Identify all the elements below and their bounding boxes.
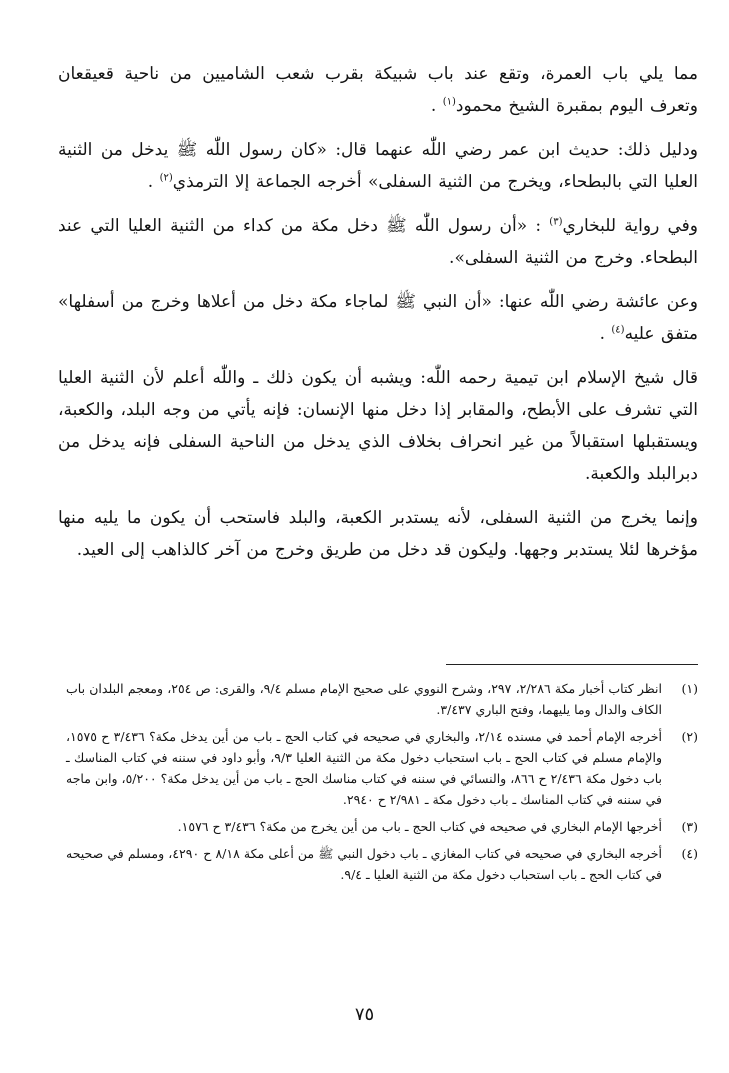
footnote-text: أخرجها الإمام البخاري في صحيحه في كتاب الحج ـ باب من أين يخرج من مكة؟ ٣/٤٣٦ ح ١٥٧٦. — [177, 819, 662, 834]
footnote-number: (٢) — [681, 729, 698, 744]
footnotes — [66, 678, 698, 885]
footnote-text: انظر كتاب أخبار مكة ٢/٢٨٦، ٢٩٧، وشرح النووي على صحيح الإمام مسلم ٩/٤، والقرى: ص ٢٥٤، ومعجم البلدان باب الكاف والدال وما يليهما، وفتح الباري ٣/٤٣٧. — [66, 681, 662, 717]
footnote-number: (٣) — [681, 819, 698, 834]
footnote-ref-4: (٤) — [611, 324, 625, 336]
main-text — [58, 58, 698, 566]
footnote-ref-1: (١) — [442, 96, 456, 108]
footnote-ref-2: (٢) — [159, 172, 173, 184]
paragraph-2: ودليل ذلك: حديث ابن عمر رضي اللّٰه عنهما قال: «كان رسول اللّٰه ﷺ يدخل من الثنية العليا التي بالبطحاء، ويخرج من الثنية السفلى» أخرجه الجماعة إلا الترمذي$^{(٢)}$ . — [58, 140, 698, 192]
paragraph-5: قال شيخ الإسلام ابن تيمية رحمه اللّٰه: ويشبه أن يكون ذلك ـ واللّٰه أعلم لأن الثنية العليا التي تشرف على الأبطح، والمقابر إذا دخل منها الإنسان: فإنه يأتي من وجه البلد، والكعبة، ويستقبلها استقبالاً من غير انحراف بخلاف الذي يدخل من الناحية السفلى فإنه يدخل من دبرالبلد والكعبة. — [58, 368, 698, 484]
page-number: ٧٥ — [354, 1004, 375, 1025]
footnote-1 — [66, 678, 698, 720]
paragraph-1: مما يلي باب العمرة، وتقع عند باب شبيكة بقرب شعب الشاميين من ناحية قعيقعان وتعرف اليوم بمقبرة الشيخ محمود$^{(١)}$ . — [58, 64, 698, 116]
footnote-text: أخرجه الإمام أحمد في مسنده ٢/١٤، والبخاري في صحيحه في كتاب الحج ـ باب من أين يدخل مكة؟ ٣/٤٣٦ ح ١٥٧٥، والإمام مسلم في كتاب الحج ـ باب استحباب دخول مكة من الثنية العليا ٩/٣، وأبو داود في سننه في كتاب المناسك ـ باب دخول مكة ٢/٤٣٦ ح ٨٦٦، والنسائي في سننه في كتاب مناسك الحج ـ باب من أين يدخل مكة؟ ٥/٢٠٠، وابن ماجه في سننه في كتاب المناسك ـ باب دخول مكة ـ ٢/٩٨١ ح ٢٩٤٠. — [66, 729, 663, 807]
paragraph-3: وفي رواية للبخاري$^{(٣)}$ : «أن رسول اللّٰه ﷺ دخل مكة من كداء من الثنية العليا التي عند البطحاء. وخرج من الثنية السفلى». — [58, 216, 698, 268]
footnote-3 — [66, 816, 698, 837]
footnote-number: (٤) — [681, 846, 698, 861]
footnote-ref-3: (٣) — [549, 216, 563, 228]
footnote-2 — [66, 726, 698, 810]
footnote-separator — [446, 664, 698, 665]
paragraph-6: وإنما يخرج من الثنية السفلى، لأنه يستدبر الكعبة، والبلد فاستحب أن يكون ما يليه منها مؤخرها لئلا يستدبر وجهها. وليكون قد دخل من طريق وخرج من آخر كالذاهب إلى العيد. — [58, 508, 698, 560]
footnote-number: (١) — [681, 681, 698, 696]
footnote-4 — [66, 843, 698, 885]
footnote-text: أخرجه البخاري في صحيحه في كتاب المغازي ـ باب دخول النبي ﷺ من أعلى مكة ٨/١٨ ح ٤٢٩٠، ومسلم في صحيحه في كتاب الحج ـ باب استحباب دخول مكة من الثنية العليا ـ ٩/٤. — [66, 846, 662, 882]
paragraph-4: وعن عائشة رضي اللّٰه عنها: «أن النبي ﷺ لماجاء مكة دخل من أعلاها وخرج من أسفلها» متفق عليه$^{(٤)}$ . — [58, 292, 698, 344]
